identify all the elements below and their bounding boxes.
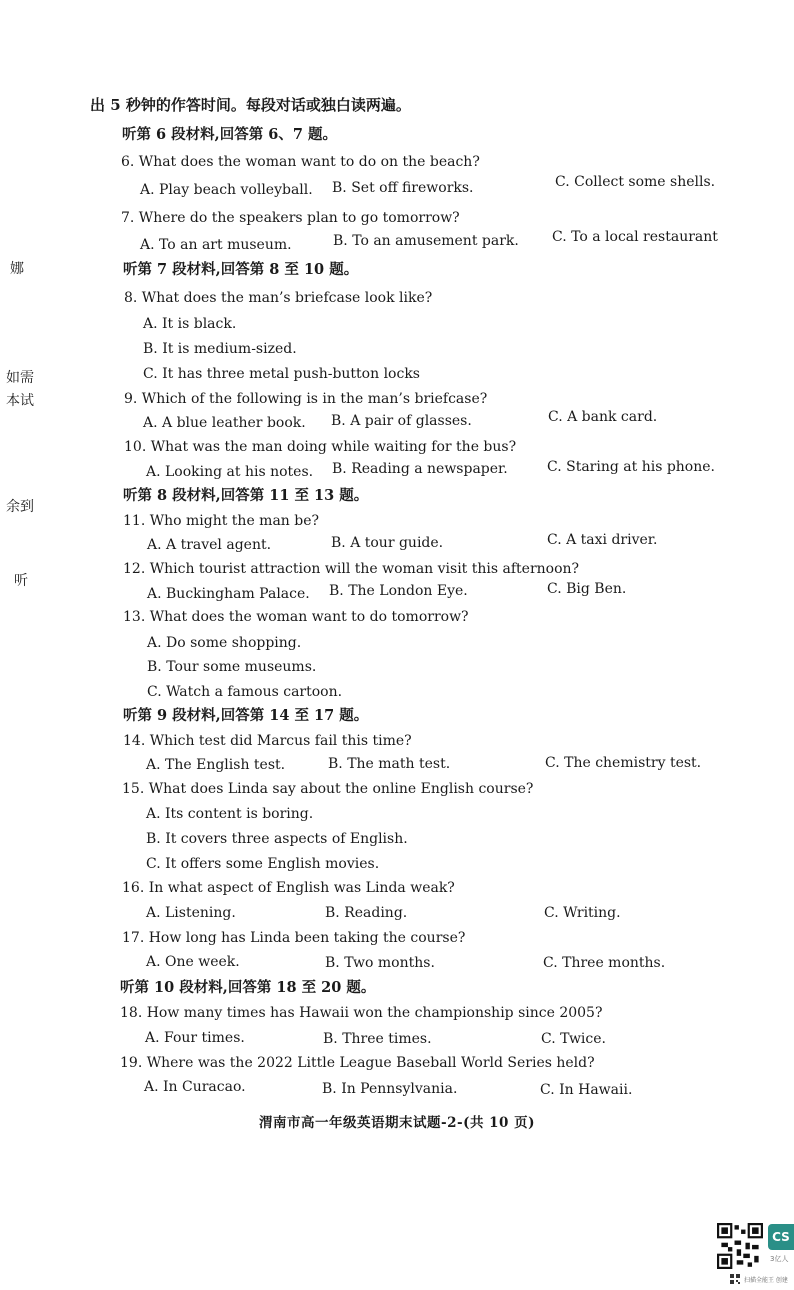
option-a: A. The English test. <box>146 757 286 773</box>
section-heading: 听第 10 段材料,回答第 18 至 20 题。 <box>120 979 376 996</box>
option-c: C. It has three metal push-button locks <box>143 366 420 382</box>
option-a: A. Listening. <box>146 905 236 921</box>
option-a: A. Play beach volleyball. <box>140 182 313 198</box>
question-text: 18. How many times has Hawaii won the championship since 2005? <box>120 1005 603 1021</box>
option-b: B. The math test. <box>328 756 451 772</box>
option-b: B. In Pennsylvania. <box>322 1081 458 1097</box>
question-text: 14. Which test did Marcus fail this time? <box>123 733 412 749</box>
option-b: B. Set off fireworks. <box>332 180 474 196</box>
question-text: 9. Which of the following is in the man’s briefcase? <box>124 391 488 407</box>
option-c: C. Collect some shells. <box>555 174 716 190</box>
option-a: A. One week. <box>146 954 240 970</box>
option-c: C. Staring at his phone. <box>547 459 715 475</box>
margin-char-2: 如需 <box>6 370 34 386</box>
option-a: A. Do some shopping. <box>147 635 302 651</box>
option-b: B. Three times. <box>323 1031 432 1047</box>
margin-char-1: 娜 <box>10 261 24 277</box>
section-heading: 听第 8 段材料,回答第 11 至 13 题。 <box>123 487 369 504</box>
option-c: C. To a local restaurant <box>552 229 718 245</box>
question-text: 10. What was the man doing while waiting for the bus? <box>124 439 517 455</box>
option-b: B. It covers three aspects of English. <box>146 831 408 847</box>
question-text: 8. What does the man’s briefcase look like? <box>124 290 433 306</box>
option-c: C. Writing. <box>544 905 621 921</box>
option-a: A. It is black. <box>143 316 237 332</box>
option-a: A. A travel agent. <box>147 537 272 553</box>
qr-small-icon <box>730 1274 740 1284</box>
margin-char-3: 本试 <box>6 393 34 409</box>
option-c: C. Watch a famous cartoon. <box>147 684 343 700</box>
question-text: 12. Which tourist attraction will the woman visit this afternoon? <box>123 561 580 577</box>
option-c: C. Big Ben. <box>547 581 627 597</box>
option-b: B. Reading a newspaper. <box>332 461 508 477</box>
option-a: A. To an art museum. <box>140 237 292 253</box>
option-b: B. The London Eye. <box>329 583 468 599</box>
page-footer: 渭南市高一年级英语期末试题-2-(共 10 页) <box>258 1115 536 1131</box>
question-text: 6. What does the woman want to do on the beach? <box>121 154 480 170</box>
option-b: B. Two months. <box>325 955 435 971</box>
option-b: B. A pair of glasses. <box>331 413 472 429</box>
intro-text: 出 5 秒钟的作答时间。每段对话或独白读两遍。 <box>90 96 411 114</box>
section-heading: 听第 7 段材料,回答第 8 至 10 题。 <box>123 261 359 278</box>
margin-char-4: 余到 <box>6 499 34 515</box>
option-b: B. Tour some museums. <box>147 659 317 675</box>
option-c: C. Three months. <box>543 955 666 971</box>
option-b: B. A tour guide. <box>331 535 444 551</box>
question-text: 15. What does Linda say about the online English course? <box>122 781 534 797</box>
question-text: 11. Who might the man be? <box>123 513 320 529</box>
option-a: A. Buckingham Palace. <box>147 586 310 602</box>
option-b: B. Reading. <box>325 905 408 921</box>
option-b: B. To an amusement park. <box>333 233 519 249</box>
camscanner-logo: CS <box>768 1224 794 1250</box>
option-c: C. The chemistry test. <box>545 755 702 771</box>
option-c: C. A taxi driver. <box>547 532 658 548</box>
option-c: C. In Hawaii. <box>540 1082 633 1098</box>
question-text: 19. Where was the 2022 Little League Baseball World Series held? <box>120 1055 595 1071</box>
margin-char-5: 听 <box>14 573 28 589</box>
option-a: A. In Curacao. <box>144 1079 246 1095</box>
option-a: A. Looking at his notes. <box>146 464 314 480</box>
option-b: B. It is medium-sized. <box>143 341 297 357</box>
option-a: A. Four times. <box>145 1030 245 1046</box>
camscanner-subtitle: 3亿人 <box>770 1255 789 1263</box>
question-text: 16. In what aspect of English was Linda weak? <box>122 880 455 896</box>
qr-code-icon <box>717 1223 763 1269</box>
option-a: A. Its content is boring. <box>146 806 314 822</box>
question-text: 13. What does the woman want to do tomorrow? <box>123 609 469 625</box>
option-a: A. A blue leather book. <box>143 415 306 431</box>
section-heading: 听第 6 段材料,回答第 6、7 题。 <box>122 126 338 143</box>
option-c: C. It offers some English movies. <box>146 856 380 872</box>
question-text: 7. Where do the speakers plan to go tomorrow? <box>121 210 460 226</box>
section-heading: 听第 9 段材料,回答第 14 至 17 题。 <box>123 707 369 724</box>
option-c: C. Twice. <box>541 1031 606 1047</box>
scanner-caption: 扫描全能王 创建 <box>744 1277 788 1284</box>
option-c: C. A bank card. <box>548 409 658 425</box>
question-text: 17. How long has Linda been taking the course? <box>122 930 466 946</box>
